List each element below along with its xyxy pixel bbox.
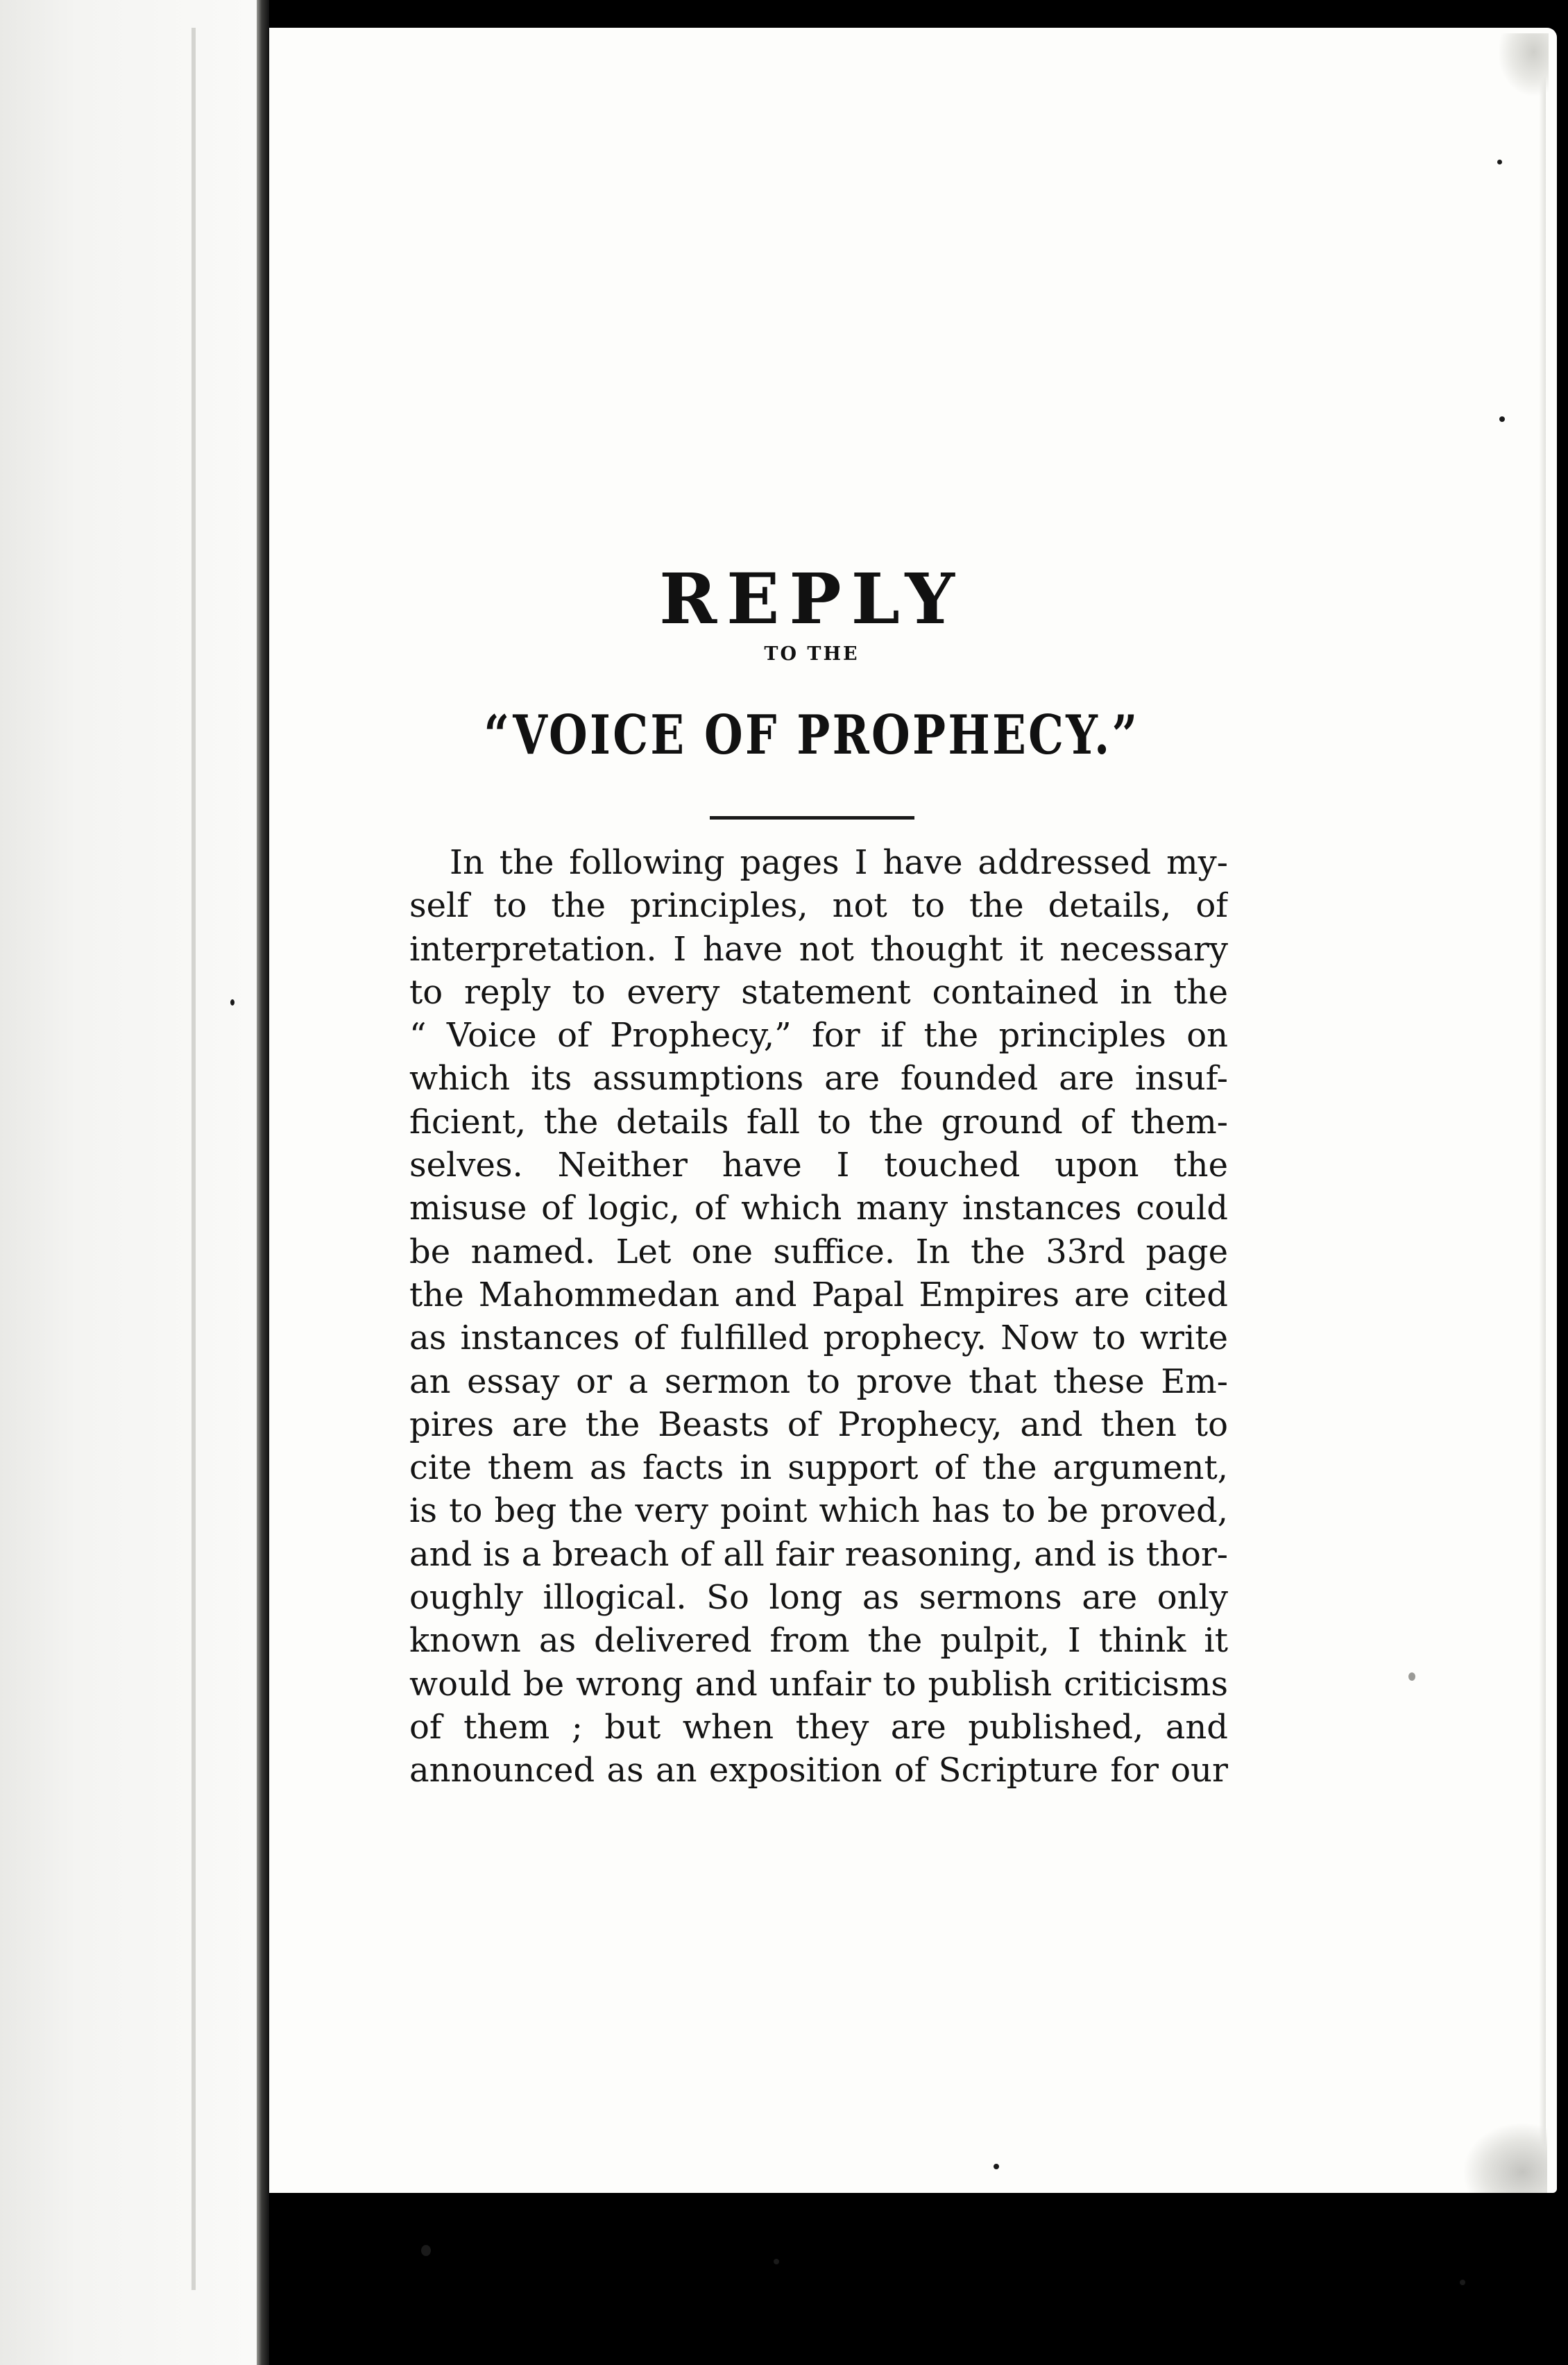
text-line: selves. Neither have I touched upon the: [409, 1146, 1228, 1185]
text-line: of them ; but when they are published, and: [409, 1707, 1228, 1747]
text-line: is to beg the very point which has to be proved,: [409, 1491, 1228, 1531]
page-subtitle: “VOICE OF PROPHECY.”: [484, 704, 1140, 767]
ink-speck: [1499, 416, 1505, 422]
facing-blank-page: [0, 0, 257, 2365]
text-line: and is a breach of all fair reasoning, and is thor-: [409, 1534, 1228, 1574]
text-line: the Mahommedan and Papal Empires are cited: [409, 1275, 1228, 1314]
ink-speck: [230, 999, 235, 1006]
text-line: known as delivered from the pulpit, I think it: [409, 1621, 1228, 1661]
book-gutter: [257, 0, 269, 2365]
text-line: cite them as facts in support of the argument,: [409, 1448, 1228, 1488]
text-line: which its assumptions are founded are insuf-: [409, 1059, 1228, 1099]
page-title: REPLY: [659, 558, 964, 640]
page-content: [395, 0, 1228, 2365]
ink-speck: [1408, 1672, 1415, 1681]
page-corner-wear-bottom: [1464, 2124, 1547, 2193]
text-line: ficient, the details fall to the ground of them-: [409, 1102, 1228, 1142]
text-line: would be wrong and unfair to publish criticisms: [409, 1664, 1228, 1704]
page-corner-wear-top: [1499, 33, 1549, 96]
text-line: pires are the Beasts of Prophecy, and then to: [409, 1405, 1228, 1444]
text-line: interpretation. I have not thought it necessary: [409, 929, 1228, 969]
body-paragraph: [409, 841, 1228, 1792]
text-line: self to the principles, not to the details, of: [409, 886, 1228, 926]
text-line: “ Voice of Prophecy,” for if the principles on: [409, 1016, 1228, 1056]
text-line: be named. Let one suffice. In the 33rd page: [409, 1232, 1228, 1271]
text-line: to reply to every statement contained in the: [409, 972, 1228, 1012]
ink-speck: [1460, 2280, 1465, 2285]
title-connector: TO THE: [764, 643, 860, 665]
ink-speck: [1497, 160, 1502, 164]
facing-page-edge: [191, 28, 196, 2290]
page-edge-shadow: [1539, 42, 1546, 2179]
title-rule: [710, 816, 914, 820]
text-line: oughly illogical. So long as sermons are only: [409, 1578, 1228, 1618]
text-line: announced as an exposition of Scripture for our: [409, 1751, 1228, 1790]
text-line: an essay or a sermon to prove that these Em-: [409, 1362, 1228, 1401]
text-line: as instances of fulfilled prophecy. Now to write: [409, 1319, 1228, 1358]
text-line: misuse of logic, of which many instances could: [409, 1189, 1228, 1228]
text-line: In the following pages I have addressed my-: [450, 843, 1228, 882]
